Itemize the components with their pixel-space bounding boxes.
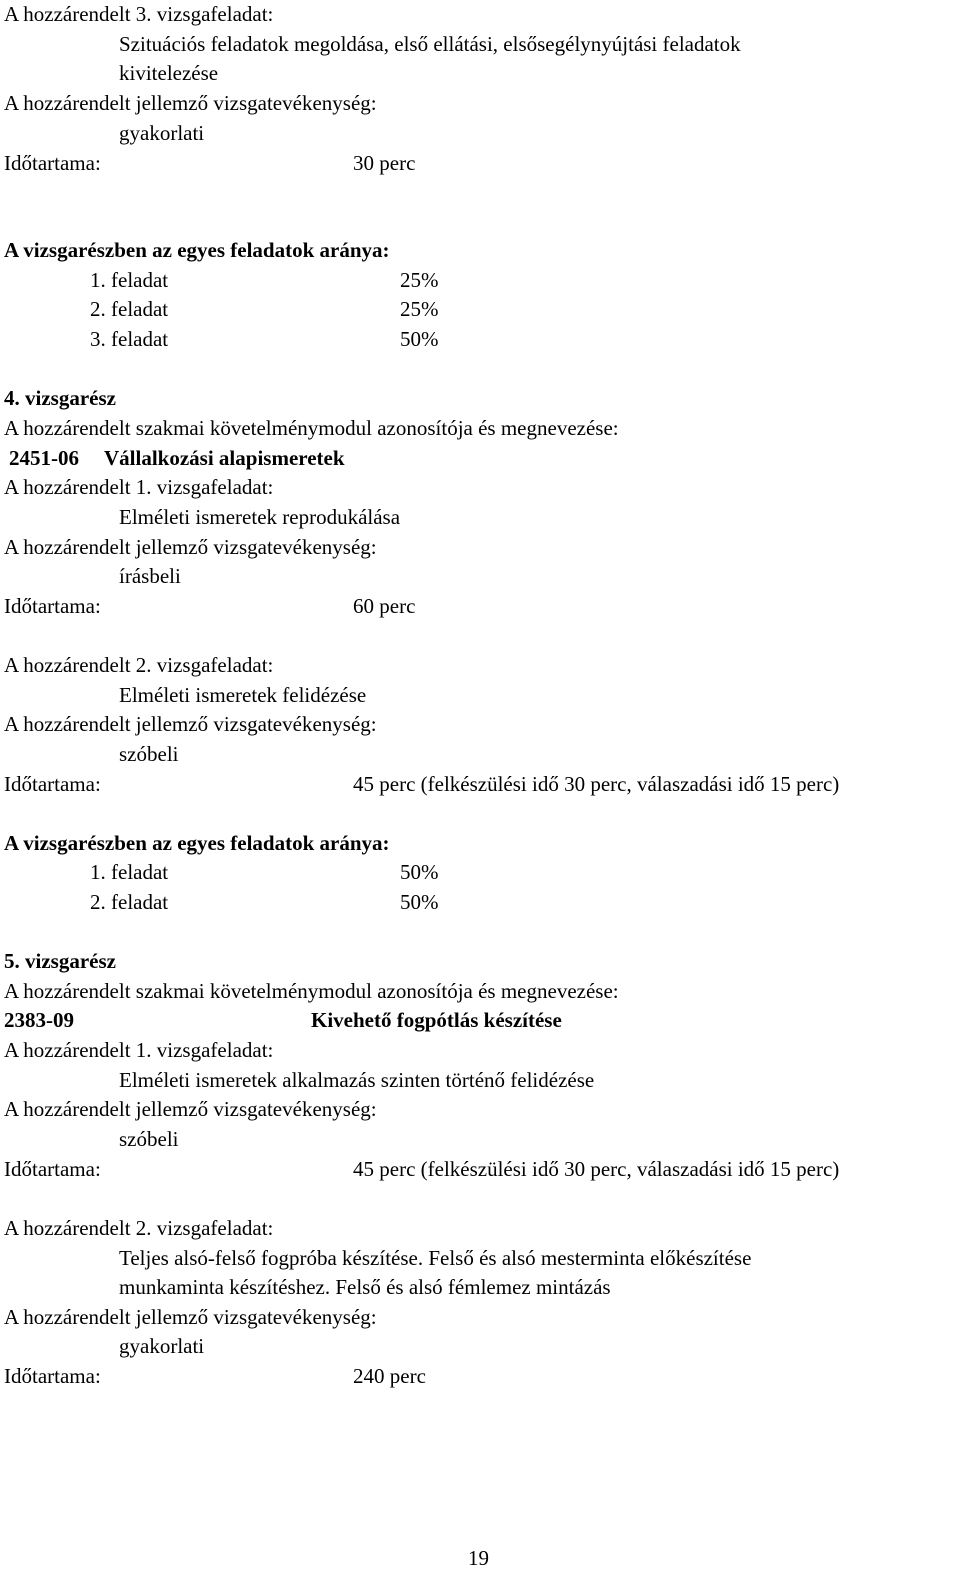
task-header: A hozzárendelt 2. vizsgafeladat: xyxy=(4,1216,274,1240)
module-name: Kivehető fogpótlás készítése xyxy=(311,1008,562,1032)
duration-label: Időtartama: xyxy=(4,1157,101,1181)
duration-label: Időtartama: xyxy=(4,151,101,175)
activity-value: szóbeli xyxy=(119,1127,179,1151)
activity-label: A hozzárendelt jellemző vizsgatevékenység: xyxy=(4,1097,377,1121)
task-name: Elméleti ismeretek reprodukálása xyxy=(119,505,401,529)
activity-label: A hozzárendelt jellemző vizsgatevékenység: xyxy=(4,1305,377,1329)
duration-label: Időtartama: xyxy=(4,772,101,796)
ratio-task: 1. feladat xyxy=(90,268,169,292)
task-name: Elméleti ismeretek alkalmazás szinten történő felidézése xyxy=(119,1068,595,1092)
module-label: A hozzárendelt szakmai követelménymodul azonosítója és megnevezése: xyxy=(4,416,619,440)
page-number: 19 xyxy=(468,1546,489,1570)
task-name: kivitelezése xyxy=(119,61,219,85)
part-heading: 5. vizsgarész xyxy=(4,949,116,973)
ratio-pct: 25% xyxy=(400,297,439,321)
ratio-pct: 50% xyxy=(400,860,439,884)
module-label: A hozzárendelt szakmai követelménymodul azonosítója és megnevezése: xyxy=(4,979,619,1003)
ratio-heading: A vizsgarészben az egyes feladatok aránya: xyxy=(4,831,390,855)
part-heading: 4. vizsgarész xyxy=(4,386,116,410)
ratio-pct: 50% xyxy=(400,890,439,914)
task-header: A hozzárendelt 1. vizsgafeladat: xyxy=(4,1038,274,1062)
duration-label: Időtartama: xyxy=(4,594,101,618)
task-name: Teljes alsó-felső fogpróba készítése. Felső és alsó mesterminta előkészítése xyxy=(119,1246,752,1270)
ratio-task: 2. feladat xyxy=(90,297,169,321)
ratio-pct: 25% xyxy=(400,268,439,292)
duration-label: Időtartama: xyxy=(4,1364,101,1388)
activity-label: A hozzárendelt jellemző vizsgatevékenység: xyxy=(4,535,377,559)
task-name: Elméleti ismeretek felidézése xyxy=(119,683,367,707)
task-name: munkaminta készítéshez. Felső és alsó fémlemez mintázás xyxy=(119,1275,611,1299)
activity-label: A hozzárendelt jellemző vizsgatevékenység: xyxy=(4,712,377,736)
duration-value: 60 perc xyxy=(353,594,416,618)
module-id: 2451-06 xyxy=(9,446,79,470)
activity-value: gyakorlati xyxy=(119,1334,205,1358)
task-header: A hozzárendelt 1. vizsgafeladat: xyxy=(4,475,274,499)
task-header: A hozzárendelt 2. vizsgafeladat: xyxy=(4,653,274,677)
duration-value: 45 perc (felkészülési idő 30 perc, válaszadási idő 15 perc) xyxy=(353,1157,840,1181)
activity-value: írásbeli xyxy=(119,564,181,588)
task-header: A hozzárendelt 3. vizsgafeladat: xyxy=(4,2,274,26)
ratio-pct: 50% xyxy=(400,327,439,351)
activity-value: szóbeli xyxy=(119,742,179,766)
duration-value: 240 perc xyxy=(353,1364,426,1388)
ratio-heading: A vizsgarészben az egyes feladatok aránya: xyxy=(4,238,390,262)
ratio-task: 3. feladat xyxy=(90,327,169,351)
duration-value: 45 perc (felkészülési idő 30 perc, válaszadási idő 15 perc) xyxy=(353,772,840,796)
activity-value: gyakorlati xyxy=(119,121,205,145)
ratio-task: 2. feladat xyxy=(90,890,169,914)
duration-value: 30 perc xyxy=(353,151,416,175)
activity-label: A hozzárendelt jellemző vizsgatevékenység: xyxy=(4,91,377,115)
ratio-task: 1. feladat xyxy=(90,860,169,884)
task-name: Szituációs feladatok megoldása, első ellátási, elsősegélynyújtási feladatok xyxy=(119,32,741,56)
module-name: Vállalkozási alapismeretek xyxy=(104,446,345,470)
module-id: 2383-09 xyxy=(4,1008,74,1032)
